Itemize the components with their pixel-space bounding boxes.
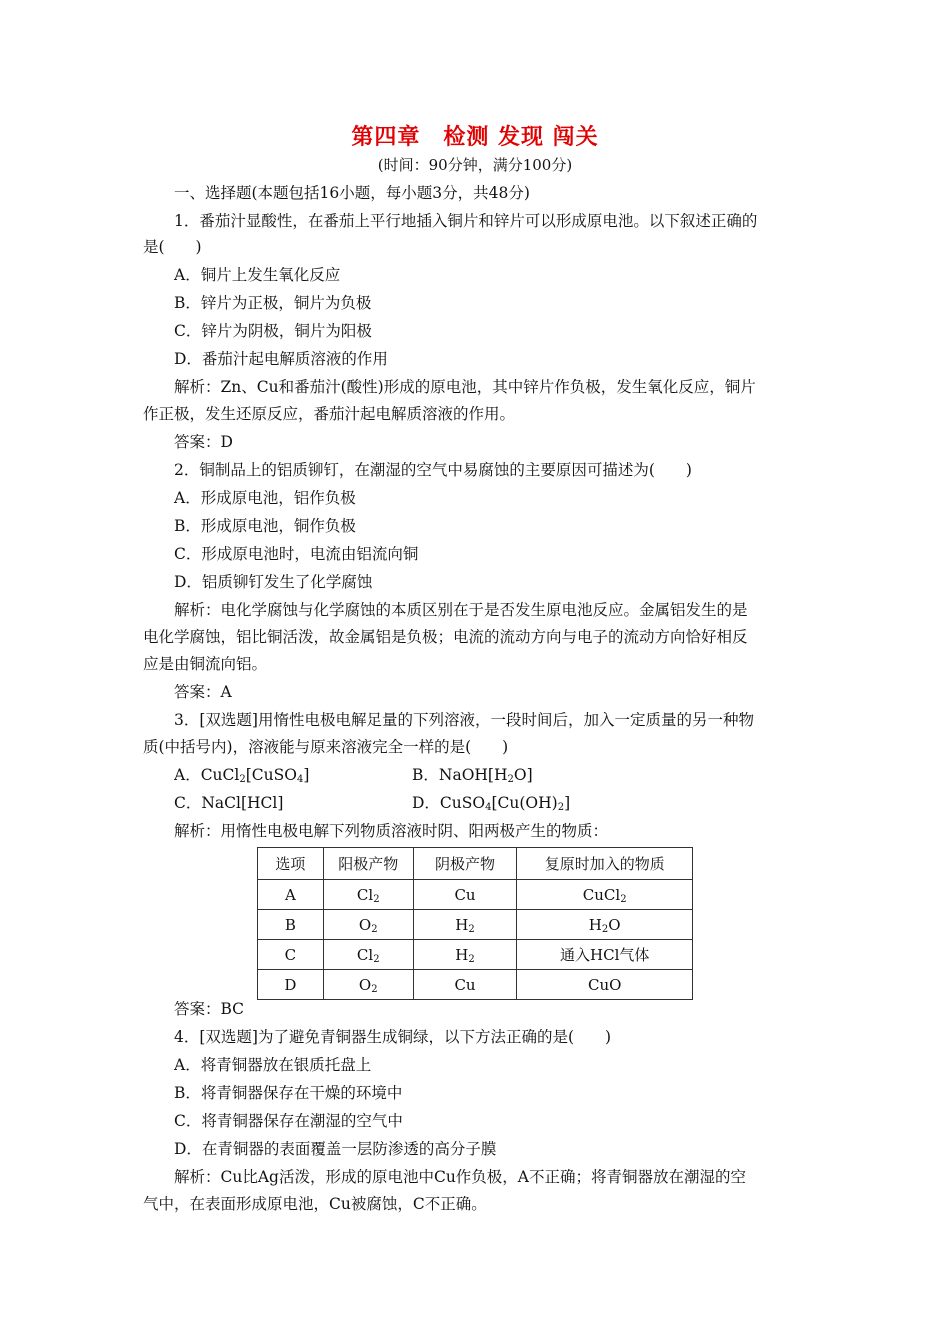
q4-option-d: D．在青铜器的表面覆盖一层防渗透的高分子膜: [174, 1140, 497, 1158]
table-cell: Cu: [413, 970, 517, 1000]
table-cell: $H_2$: [413, 910, 517, 940]
q3-option-d: D．$CuSO_4[Cu(OH)_2]$: [412, 794, 571, 813]
q3-stem-line2: 质(中括号内)，溶液能与原来溶液完全一样的是( ): [143, 738, 509, 756]
q1-option-c: C．锌片为阴极，铜片为阳极: [174, 322, 372, 340]
q2-analysis-line1: 解析：电化学腐蚀与化学腐蚀的本质区别在于是否发生原电池反应。金属铝发生的是: [174, 601, 748, 619]
q4-option-b: B．将青铜器保存在干燥的环境中: [174, 1084, 403, 1102]
q1-option-d: D．番茄汁起电解质溶液的作用: [174, 350, 388, 368]
q2-option-c: C．形成原电池时，电流由铝流向铜: [174, 545, 419, 563]
table-cell: Cu: [413, 880, 517, 910]
table-cell: $Cl_2$: [323, 940, 413, 970]
q4-option-a: A．将青铜器放在银质托盘上: [174, 1056, 372, 1074]
q1-stem-line1: 1．番茄汁显酸性，在番茄上平行地插入铜片和锌片可以形成原电池。以下叙述正确的: [174, 212, 758, 230]
q1-option-b: B．锌片为正极，铜片为负极: [174, 294, 372, 312]
q2-stem: 2．铜制品上的铝质铆钉，在潮湿的空气中易腐蚀的主要原因可描述为( ): [174, 461, 692, 479]
q3-answer: 答案：BC: [174, 1000, 245, 1018]
table-cell: 通入HCl气体: [517, 940, 693, 970]
time-score-note: (时间：90分钟，满分100分): [377, 156, 573, 174]
q3-option-c: C．NaCl[HCl]: [174, 794, 284, 812]
table-cell: CuO: [517, 970, 693, 1000]
table-cell: $O_2$: [323, 970, 413, 1000]
q3-analysis: 解析：用惰性电极电解下列物质溶液时阴、阳两极产生的物质：: [174, 822, 609, 840]
header-anode: 阳极产物: [323, 848, 413, 880]
q2-option-d: D．铝质铆钉发生了化学腐蚀: [174, 573, 373, 591]
header-cathode: 阴极产物: [413, 848, 517, 880]
header-option: 选项: [258, 848, 324, 880]
table-cell: $O_2$: [323, 910, 413, 940]
table-cell: $H_2O$: [517, 910, 693, 940]
q2-answer: 答案：A: [174, 683, 232, 701]
table-row: [258, 970, 693, 1000]
q1-analysis-line2: 作正极，发生还原反应，番茄汁起电解质溶液的作用。: [143, 405, 516, 423]
q2-option-a: A．形成原电池，铝作负极: [174, 489, 356, 507]
table-row: [258, 940, 693, 970]
table-header-row: [258, 848, 693, 880]
q4-option-c: C．将青铜器保存在潮湿的空气中: [174, 1112, 403, 1130]
q3-option-b: B．$NaOH[H_2O]$: [412, 766, 533, 785]
table-cell: $H_2$: [413, 940, 517, 970]
table-cell: C: [258, 940, 324, 970]
q1-analysis-line1: 解析：Zn、Cu和番茄汁(酸性)形成的原电池，其中锌片作负极，发生氧化反应，铜片: [174, 378, 756, 396]
header-restore: 复原时加入的物质: [517, 848, 693, 880]
table-cell: $Cl_2$: [323, 880, 413, 910]
table-cell: A: [258, 880, 324, 910]
electrolysis-table: [257, 847, 693, 1000]
table-row: [258, 910, 693, 940]
q1-stem-line2: 是( ): [143, 238, 202, 256]
q3-option-a: A．CuCl$_2$[CuSO$_4$]: [174, 766, 310, 785]
q4-analysis-line2: 气中，在表面形成原电池，Cu被腐蚀，C不正确。: [143, 1195, 487, 1213]
q4-stem: 4．[双选题]为了避免青铜器生成铜绿，以下方法正确的是( ): [174, 1028, 612, 1046]
table-cell: D: [258, 970, 324, 1000]
table-cell: B: [258, 910, 324, 940]
table-cell: CuCl$_2$: [517, 880, 693, 910]
q3-stem-line1: 3．[双选题]用惰性电极电解足量的下列溶液，一段时间后，加入一定质量的另一种物: [174, 711, 754, 729]
q2-analysis-line2: 电化学腐蚀，铝比铜活泼，故金属铝是负极；电流的流动方向与电子的流动方向恰好相反: [143, 628, 748, 646]
q2-option-b: B．形成原电池，铜作负极: [174, 517, 356, 535]
q1-option-a: A．铜片上发生氧化反应: [174, 266, 341, 284]
section-heading: 一、选择题(本题包括16小题，每小题3分，共48分): [174, 184, 530, 202]
q2-analysis-line3: 应是由铜流向铝。: [143, 655, 268, 673]
q4-analysis-line1: 解析：Cu比Ag活泼，形成的原电池中Cu作负极，A不正确；将青铜器放在潮湿的空: [174, 1168, 746, 1186]
page-title: 第四章 检测 发现 闯关: [351, 124, 599, 150]
table-row: [258, 880, 693, 910]
q1-answer: 答案：D: [174, 433, 233, 451]
